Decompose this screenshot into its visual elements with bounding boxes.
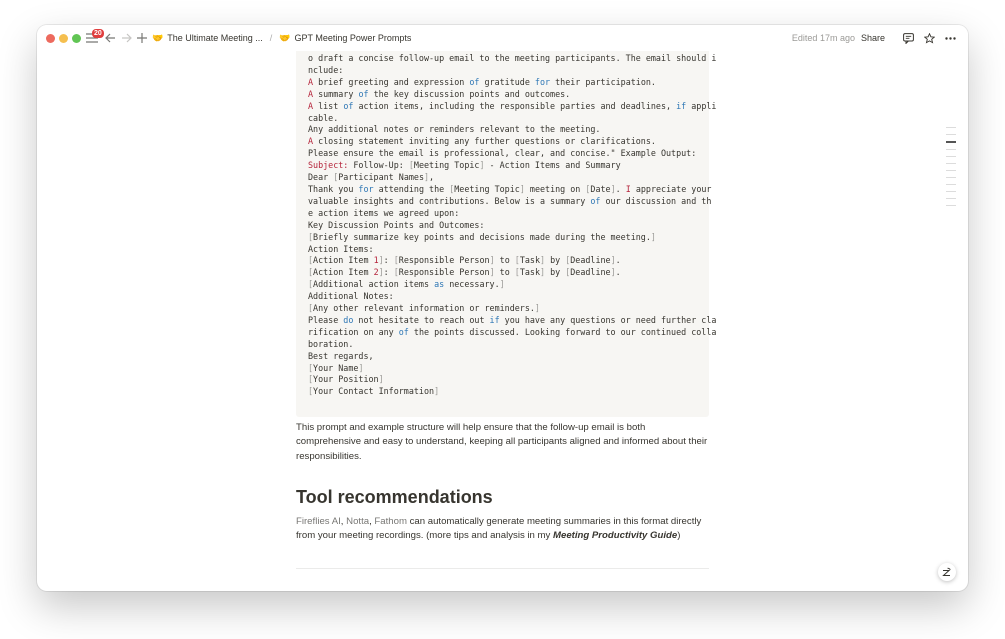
code-token: . [615,267,621,278]
code-token: cable. [308,112,339,123]
code-token: ] [489,255,495,266]
code-line [308,77,656,87]
code-line [308,386,439,396]
help-icon[interactable] [938,563,956,581]
code-token: Key Discussion Points and Outcomes: [308,219,485,230]
code-token: : [383,255,394,266]
breadcrumb [152,30,411,46]
code-line [308,124,600,134]
code-token: ] [499,279,505,290]
notta-link[interactable]: Notta [346,516,370,527]
code-token: Additional Notes: [308,291,394,302]
code-token: ] [610,267,616,278]
toc-line [946,156,956,157]
code-token: for [358,183,374,194]
code-token: Any other relevant information or reminders. [313,303,535,314]
code-token: Task [519,255,540,266]
code-line [308,148,696,158]
code-token: e action items we agreed upon: [308,207,460,218]
code-token: of [343,100,354,111]
code-line [308,113,338,123]
code-token: [ [408,160,414,171]
code-token: [ [308,267,314,278]
app-window [37,25,968,591]
code-token: necessary. [444,279,500,290]
code-line [308,327,716,337]
code-token: ] [378,255,384,266]
close-window-button[interactable] [46,34,55,43]
toc-line-active [946,141,956,143]
code-token: our discussion and th [600,195,712,206]
code-token: as [434,279,445,290]
code-line [308,196,711,206]
code-line [308,53,716,63]
toc-line [946,198,956,199]
code-token: . [615,183,626,194]
code-token: brief greeting and expression [313,76,470,87]
code-line [308,339,353,349]
code-token: ] [610,183,616,194]
code-token: Your Contact Information [313,386,435,397]
code-line [308,255,621,265]
code-token: Follow-Up: [348,160,409,171]
handshake-icon: 🤝 [279,32,291,43]
code-token: ] [378,267,384,278]
code-line [308,136,656,146]
divider [296,568,709,569]
code-token: A [308,76,314,87]
code-token: ] [378,374,384,385]
code-line [308,315,716,325]
code-token: A [308,100,314,111]
code-token: boration. [308,338,354,349]
code-line [308,279,505,289]
code-token: Dear [308,172,334,183]
breadcrumb-separator: / [269,33,273,43]
edited-timestamp: Edited 17m ago [791,33,855,43]
code-token: [ [565,267,571,278]
comma-text: , [340,516,347,527]
code-token: ] [610,255,616,266]
code-token: [ [308,255,314,266]
code-token: Best regards, [308,350,374,361]
code-token: Action Item [313,255,374,266]
code-line [308,220,484,230]
code-token: if [489,314,500,325]
forward-arrow-icon[interactable] [119,29,133,47]
code-token: I [625,183,631,194]
code-token: action items, including the responsible parties and deadlines, [353,100,677,111]
code-line [308,232,656,242]
code-token: nclude: [308,64,344,75]
code-token: to [494,267,515,278]
code-token: the key discussion points and outcomes. [368,88,571,99]
code-token: ] [540,267,546,278]
code-line [308,291,394,301]
star-icon[interactable] [921,30,937,46]
code-token: Your Name [313,362,359,373]
code-line [308,244,374,254]
code-token: the points discussed. Looking forward to our continued colla [408,326,717,337]
back-arrow-icon[interactable] [103,29,117,47]
code-line [308,363,363,373]
toc-line [946,163,956,164]
code-token: by [545,267,566,278]
code-token: [ [308,386,314,397]
code-token: rification on any [308,326,399,337]
table-of-contents-minimap[interactable] [946,127,956,212]
code-token: you have any questions or need further cla [499,314,717,325]
code-line [308,65,343,75]
code-token: ] [358,362,364,373]
paragraph: This prompt and example structure will help ensure that the follow-up email is both comprehensive and easy to understand, keeping all participants aligned and informed about their responsibilities. [296,422,708,462]
code-token: Participant Names [338,172,424,183]
code-token: Please ensure the email is professional, clear, and concise." Example Output: [308,148,697,159]
notification-badge: 20 [94,30,102,37]
code-content [296,51,717,398]
code-token: Meeting Topic [413,160,480,171]
code-token: attending the [373,183,450,194]
code-line [308,184,711,194]
code-token: Task [519,267,540,278]
code-token: summary [313,88,359,99]
code-token: [ [565,255,571,266]
code-token: [ [449,183,455,194]
code-line [308,89,570,99]
code-token: of [469,76,480,87]
code-line [308,303,540,313]
code-token: of [398,326,409,337]
code-token: Briefly summarize key points and decisions made during the meeting. [313,231,651,242]
code-token: ] [434,386,440,397]
breadcrumb-item-current[interactable]: GPT Meeting Power Prompts [294,33,412,43]
guide-link[interactable]: Meeting Productivity Guide [553,530,678,542]
code-token: Deadline [570,267,611,278]
code-token: Action Items: [308,243,374,254]
code-token: Meeting Topic [454,183,520,194]
code-token: [ [393,267,399,278]
code-token: [ [308,279,314,290]
fireflies-link[interactable]: Fireflies AI [296,516,341,527]
code-token: closing statement inviting any further questions or clarifications. [313,136,656,147]
toc-line [946,177,956,178]
code-token: not hesitate to reach out [353,314,490,325]
code-token: [ [514,255,520,266]
code-block[interactable] [296,51,717,417]
plus-icon[interactable] [135,29,149,47]
code-token: appli [686,100,717,111]
more-icon[interactable] [942,30,958,46]
code-token: Deadline [570,255,611,266]
code-token: list [313,100,344,111]
toc-line [946,184,956,185]
code-token: Any additional notes or reminders relevant to the meeting. [308,124,601,135]
code-token: of [590,195,601,206]
section-heading: Tool recommendations [296,487,493,507]
code-line [308,208,459,218]
code-line [308,160,621,170]
code-line [308,101,716,111]
code-token: Additional action items [313,279,435,290]
code-token: ] [479,160,485,171]
code-token: meeting on [524,183,586,194]
code-line [308,172,434,182]
code-token: Please [308,314,344,325]
share-button[interactable]: Share [860,33,885,43]
code-token: Subject: [308,160,349,171]
code-token: Date [590,183,611,194]
code-token: ] [489,267,495,278]
maximize-window-button[interactable] [72,34,81,43]
code-token: - Action Items and Summary [484,160,621,171]
code-token: their participation. [550,76,656,87]
toc-line [946,127,956,128]
code-token: A [308,88,314,99]
code-token: [ [308,303,314,314]
code-token: for [534,76,551,87]
code-token: Thank you [308,183,359,194]
code-token: gratitude [479,76,535,87]
code-token: appreciate your [630,183,712,194]
toc-line [946,134,956,135]
code-token: Responsible Person [398,255,490,266]
breadcrumb-item-parent[interactable]: The Ultimate Meeting ... [167,33,263,43]
code-line [308,267,621,277]
code-token: [ [308,374,314,385]
code-token: [ [393,255,399,266]
toc-line [946,170,956,171]
code-token: . [615,255,621,266]
code-token: A [308,136,314,147]
code-token: do [343,314,354,325]
code-token: : [383,267,394,278]
code-token: o draft a concise follow-up email to the meeting participants. The email should i [308,53,717,63]
code-token: Your Position [313,374,379,385]
code-token: Responsible Person [398,267,490,278]
code-token: , [429,172,435,183]
code-line [308,374,384,384]
page-actions [792,30,958,46]
code-token: ] [519,183,525,194]
comment-icon[interactable] [900,30,916,46]
handshake-icon: 🤝 [152,32,164,43]
tool-paragraph [296,515,712,544]
code-token: of [358,88,369,99]
code-token: [ [308,231,314,242]
tool-text-end: ) [677,530,681,542]
code-token: 2 [373,267,379,278]
code-token: valuable insights and contributions. Below is a summary [308,195,591,206]
minimize-window-button[interactable] [59,34,68,43]
code-token: [ [308,362,314,373]
code-token: if [676,100,687,111]
code-token: [ [333,172,339,183]
fathom-link[interactable]: Fathom [374,516,407,527]
code-token: by [545,255,566,266]
code-token: 1 [373,255,379,266]
tool-text: can automatically generate meeting summaries in this format directly from your meeting recordings. (more tips and analysis in my [296,516,702,542]
code-token: Action Item [313,267,374,278]
comma-text: , [369,516,375,527]
toc-line [946,149,956,150]
code-token: ] [423,172,430,183]
toc-line [946,205,956,206]
code-token: ] [540,255,546,266]
toc-line [946,191,956,192]
code-token: ] [534,303,540,314]
code-token: to [494,255,515,266]
top-bar [37,25,968,51]
code-token: ] [650,231,656,242]
code-token: [ [514,267,520,278]
code-line [308,351,374,361]
code-token: [ [585,183,591,194]
